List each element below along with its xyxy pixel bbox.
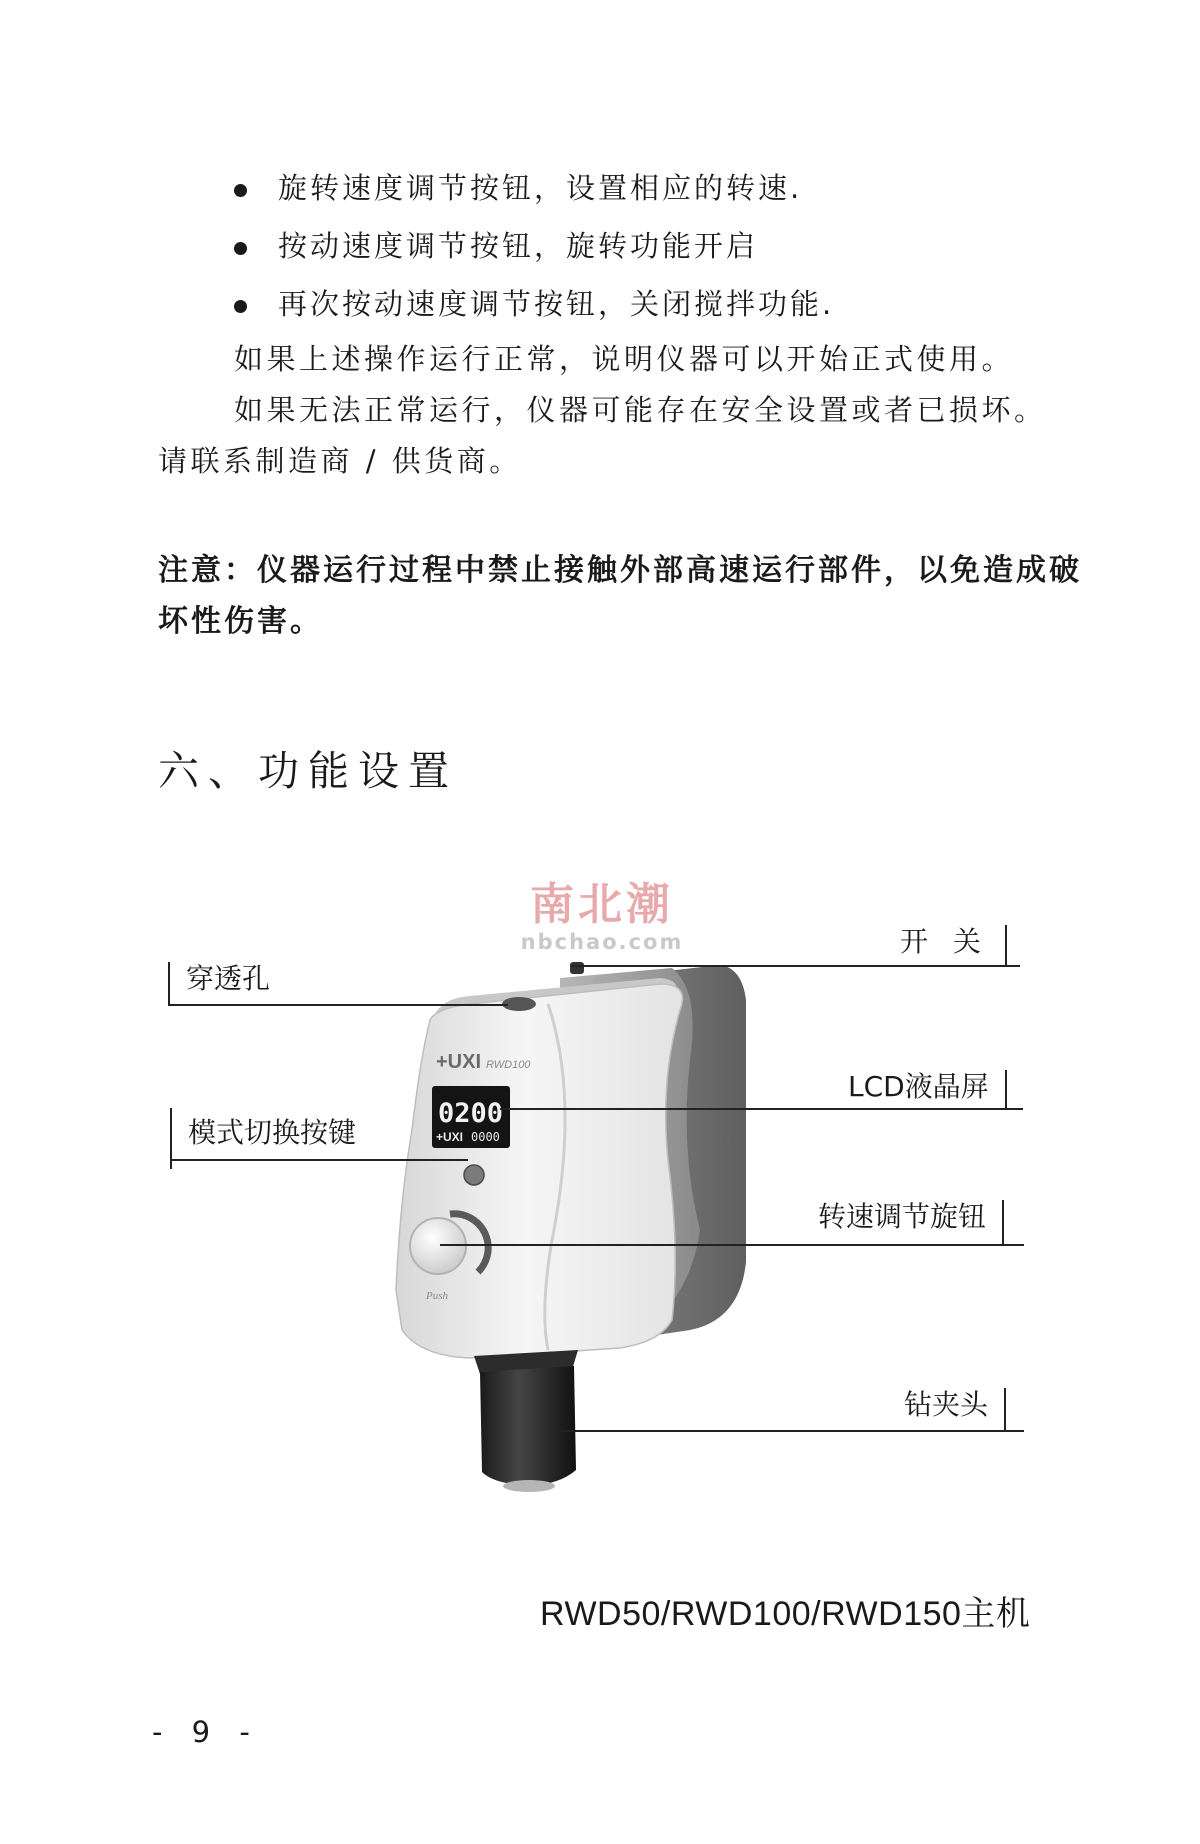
callout-switch: 开 关 (900, 925, 1007, 967)
step-text: 旋转速度调节按钮，设置相应的转速. (278, 171, 803, 205)
device-model-badge: RWD100 (486, 1059, 531, 1071)
lcd-brand: +UXI (436, 1130, 464, 1144)
section-title: 六、功能设置 (158, 747, 458, 795)
chuck-tip (503, 1480, 555, 1492)
page-number: - 9 - (152, 1715, 260, 1749)
safety-warning: 注意：仪器运行过程中禁止接触外部高速运行部件，以免造成破坏性伤害。 (158, 553, 1082, 639)
step-text: 按动速度调节按钮，旋转功能开启 (278, 229, 759, 263)
drill-chuck (480, 1366, 576, 1486)
fault-paragraph-line1: 如果无法正常运行，仪器可能存在安全设置或者已损坏。 (234, 393, 1047, 427)
power-switch (570, 962, 584, 974)
lcd-main-digits: 0200 (438, 1098, 504, 1129)
callout-through-hole: 穿透孔 (168, 962, 270, 1006)
callout-mode-button: 模式切换按键 (170, 1108, 356, 1169)
fault-paragraph-line2: 请联系制造商 / 供货商。 (158, 444, 522, 478)
watermark-cn: 南北潮 (530, 879, 674, 930)
step-text: 再次按动速度调节按钮，关闭搅拌功能. (278, 287, 835, 321)
mode-switch-button (464, 1165, 484, 1185)
callout-lcd: LCD液晶屏 (848, 1070, 1007, 1110)
knob-push-label: Push (426, 1290, 448, 1302)
lcd-sub-digits: 0000 (471, 1130, 500, 1144)
callout-speed-knob: 转速调节旋钮 (818, 1200, 1004, 1246)
watermark-en: nbchao.com (520, 930, 684, 954)
device-brand: +UXI (436, 1051, 482, 1073)
callout-chuck: 钻夹头 (904, 1388, 1006, 1432)
normal-operation-paragraph: 如果上述操作运行正常，说明仪器可以开始正式使用。 (234, 342, 1015, 376)
figure-caption: RWD50/RWD100/RWD150主机 (540, 1595, 1031, 1633)
